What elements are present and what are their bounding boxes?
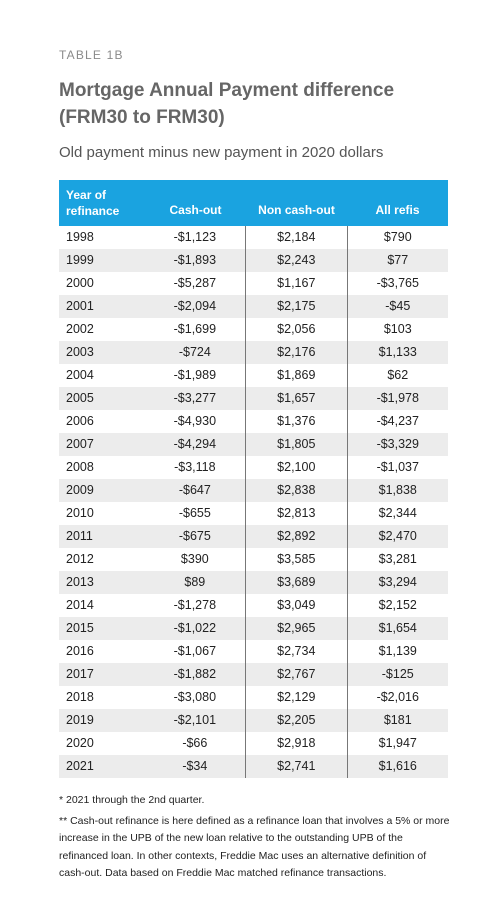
cell-year: 2009 (66, 483, 94, 497)
cell-all-refis: $2,152 (378, 598, 417, 612)
table-row (59, 295, 448, 318)
cell-all-refis: -$125 (381, 667, 414, 681)
cell-cash-out: -$4,930 (145, 410, 246, 433)
cell-all-refis: $2,344 (378, 506, 417, 520)
column-header-year: Year of refinance (66, 188, 120, 218)
data-table (59, 180, 448, 778)
cell-non-cash-out: $1,167 (246, 272, 347, 295)
table-row (59, 548, 448, 571)
cell-year: 2020 (66, 736, 94, 750)
table-row (59, 410, 448, 433)
table-header-row (59, 180, 448, 226)
cell-year: 1999 (66, 253, 94, 267)
cell-year: 2010 (66, 506, 94, 520)
footnote-2: ** Cash-out refinance is here defined as a refinance loan that involves a 5% or more increase in the UPB of the new loan relative to the outstanding UPB of the refinanced loan. In other contexts, Freddie Mac uses an alternative definition of cash-out. Data based on Freddie Mac matched refinance transactions. (59, 814, 450, 879)
cell-cash-out: -$1,893 (145, 249, 246, 272)
cell-non-cash-out: $1,805 (246, 433, 347, 456)
cell-year: 2006 (66, 414, 94, 428)
cell-cash-out: -$34 (145, 755, 246, 778)
cell-cash-out: -$1,123 (145, 226, 246, 249)
cell-non-cash-out: $2,205 (246, 709, 347, 732)
table-row (59, 709, 448, 732)
table-row (59, 663, 448, 686)
cell-cash-out: $89 (145, 571, 246, 594)
table-row (59, 318, 448, 341)
cell-cash-out: -$2,101 (145, 709, 246, 732)
cell-all-refis: $1,838 (378, 483, 417, 497)
cell-non-cash-out: $2,741 (246, 755, 347, 778)
table-row (59, 594, 448, 617)
table-row (59, 686, 448, 709)
table-row (59, 502, 448, 525)
cell-non-cash-out: $2,813 (246, 502, 347, 525)
cell-non-cash-out: $2,175 (246, 295, 347, 318)
column-header-cash-out: Cash-out (169, 203, 222, 217)
cell-year: 2021 (66, 759, 94, 773)
table-row (59, 387, 448, 410)
cell-cash-out: -$1,278 (145, 594, 246, 617)
cell-all-refis: $77 (387, 253, 409, 267)
cell-cash-out: -$66 (145, 732, 246, 755)
table-row (59, 525, 448, 548)
cell-year: 2019 (66, 713, 94, 727)
cell-all-refis: -$1,037 (376, 460, 419, 474)
table-row (59, 640, 448, 663)
table-body (59, 226, 448, 778)
cell-cash-out: -$1,699 (145, 318, 246, 341)
cell-non-cash-out: $2,838 (246, 479, 347, 502)
cell-all-refis: $1,654 (378, 621, 417, 635)
cell-year: 2000 (66, 276, 94, 290)
cell-year: 2005 (66, 391, 94, 405)
cell-non-cash-out: $2,243 (246, 249, 347, 272)
cell-year: 2011 (66, 529, 93, 543)
cell-all-refis: $1,616 (378, 759, 417, 773)
cell-non-cash-out: $2,184 (246, 226, 347, 249)
cell-all-refis: $1,133 (378, 345, 417, 359)
cell-all-refis: $3,281 (378, 552, 417, 566)
cell-all-refis: $181 (383, 713, 412, 727)
cell-all-refis: -$45 (385, 299, 411, 313)
cell-all-refis: $790 (383, 230, 412, 244)
table-row (59, 364, 448, 387)
cell-all-refis: $103 (383, 322, 412, 336)
cell-year: 1998 (66, 230, 94, 244)
cell-year: 2004 (66, 368, 94, 382)
table-subtitle: Old payment minus new payment in 2020 dollars (59, 144, 384, 161)
table-row (59, 617, 448, 640)
cell-cash-out: -$2,094 (145, 295, 246, 318)
cell-all-refis: -$4,237 (376, 414, 419, 428)
cell-cash-out: -$3,080 (145, 686, 246, 709)
cell-non-cash-out: $2,892 (246, 525, 347, 548)
table-row (59, 433, 448, 456)
table-row (59, 249, 448, 272)
cell-non-cash-out: $2,176 (246, 341, 347, 364)
cell-year: 2003 (66, 345, 94, 359)
cell-all-refis: $2,470 (378, 529, 417, 543)
cell-all-refis: -$2,016 (376, 690, 419, 704)
cell-non-cash-out: $3,585 (246, 548, 347, 571)
cell-cash-out: -$655 (145, 502, 246, 525)
cell-year: 2016 (66, 644, 94, 658)
table-row (59, 571, 448, 594)
cell-year: 2014 (66, 598, 94, 612)
cell-all-refis: -$1,978 (376, 391, 419, 405)
cell-non-cash-out: $1,376 (246, 410, 347, 433)
cell-year: 2017 (66, 667, 94, 681)
cell-year: 2018 (66, 690, 94, 704)
cell-non-cash-out: $2,918 (246, 732, 347, 755)
cell-cash-out: -$675 (145, 525, 246, 548)
footnotes (59, 792, 454, 886)
cell-year: 2008 (66, 460, 94, 474)
cell-all-refis: $3,294 (378, 575, 417, 589)
cell-non-cash-out: $3,689 (246, 571, 347, 594)
cell-cash-out: -$3,118 (145, 456, 246, 479)
cell-all-refis: $62 (387, 368, 409, 382)
cell-non-cash-out: $2,767 (246, 663, 347, 686)
cell-non-cash-out: $2,965 (246, 617, 347, 640)
table-number: TABLE 1B (59, 48, 124, 62)
cell-all-refis: $1,947 (378, 736, 417, 750)
table-row (59, 755, 448, 778)
cell-non-cash-out: $2,100 (246, 456, 347, 479)
cell-all-refis: -$3,765 (376, 276, 419, 290)
table-row (59, 226, 448, 249)
cell-non-cash-out: $1,869 (246, 364, 347, 387)
footnote-1: * 2021 through the 2nd quarter. (59, 794, 205, 806)
table-row (59, 341, 448, 364)
cell-non-cash-out: $2,734 (246, 640, 347, 663)
cell-cash-out: -$1,882 (145, 663, 246, 686)
cell-cash-out: -$5,287 (145, 272, 246, 295)
cell-cash-out: -$3,277 (145, 387, 246, 410)
table-row (59, 456, 448, 479)
cell-year: 2002 (66, 322, 94, 336)
cell-non-cash-out: $2,056 (246, 318, 347, 341)
cell-non-cash-out: $3,049 (246, 594, 347, 617)
table-row (59, 732, 448, 755)
cell-cash-out: $390 (145, 548, 246, 571)
cell-year: 2015 (66, 621, 94, 635)
cell-cash-out: -$724 (145, 341, 246, 364)
cell-cash-out: -$647 (145, 479, 246, 502)
cell-non-cash-out: $2,129 (246, 686, 347, 709)
cell-year: 2007 (66, 437, 94, 451)
table-row (59, 272, 448, 295)
cell-year: 2013 (66, 575, 94, 589)
table-row (59, 479, 448, 502)
cell-cash-out: -$4,294 (145, 433, 246, 456)
cell-year: 2001 (66, 299, 94, 313)
cell-all-refis: -$3,329 (376, 437, 419, 451)
cell-cash-out: -$1,989 (145, 364, 246, 387)
cell-non-cash-out: $1,657 (246, 387, 347, 410)
table-title: Mortgage Annual Payment difference (FRM30 to FRM30) (59, 80, 395, 128)
cell-year: 2012 (66, 552, 94, 566)
cell-all-refis: $1,139 (378, 644, 417, 658)
cell-cash-out: -$1,067 (145, 640, 246, 663)
column-header-non-cash-out: Non cash-out (258, 203, 335, 217)
cell-cash-out: -$1,022 (145, 617, 246, 640)
column-header-all-refis: All refis (375, 203, 420, 217)
